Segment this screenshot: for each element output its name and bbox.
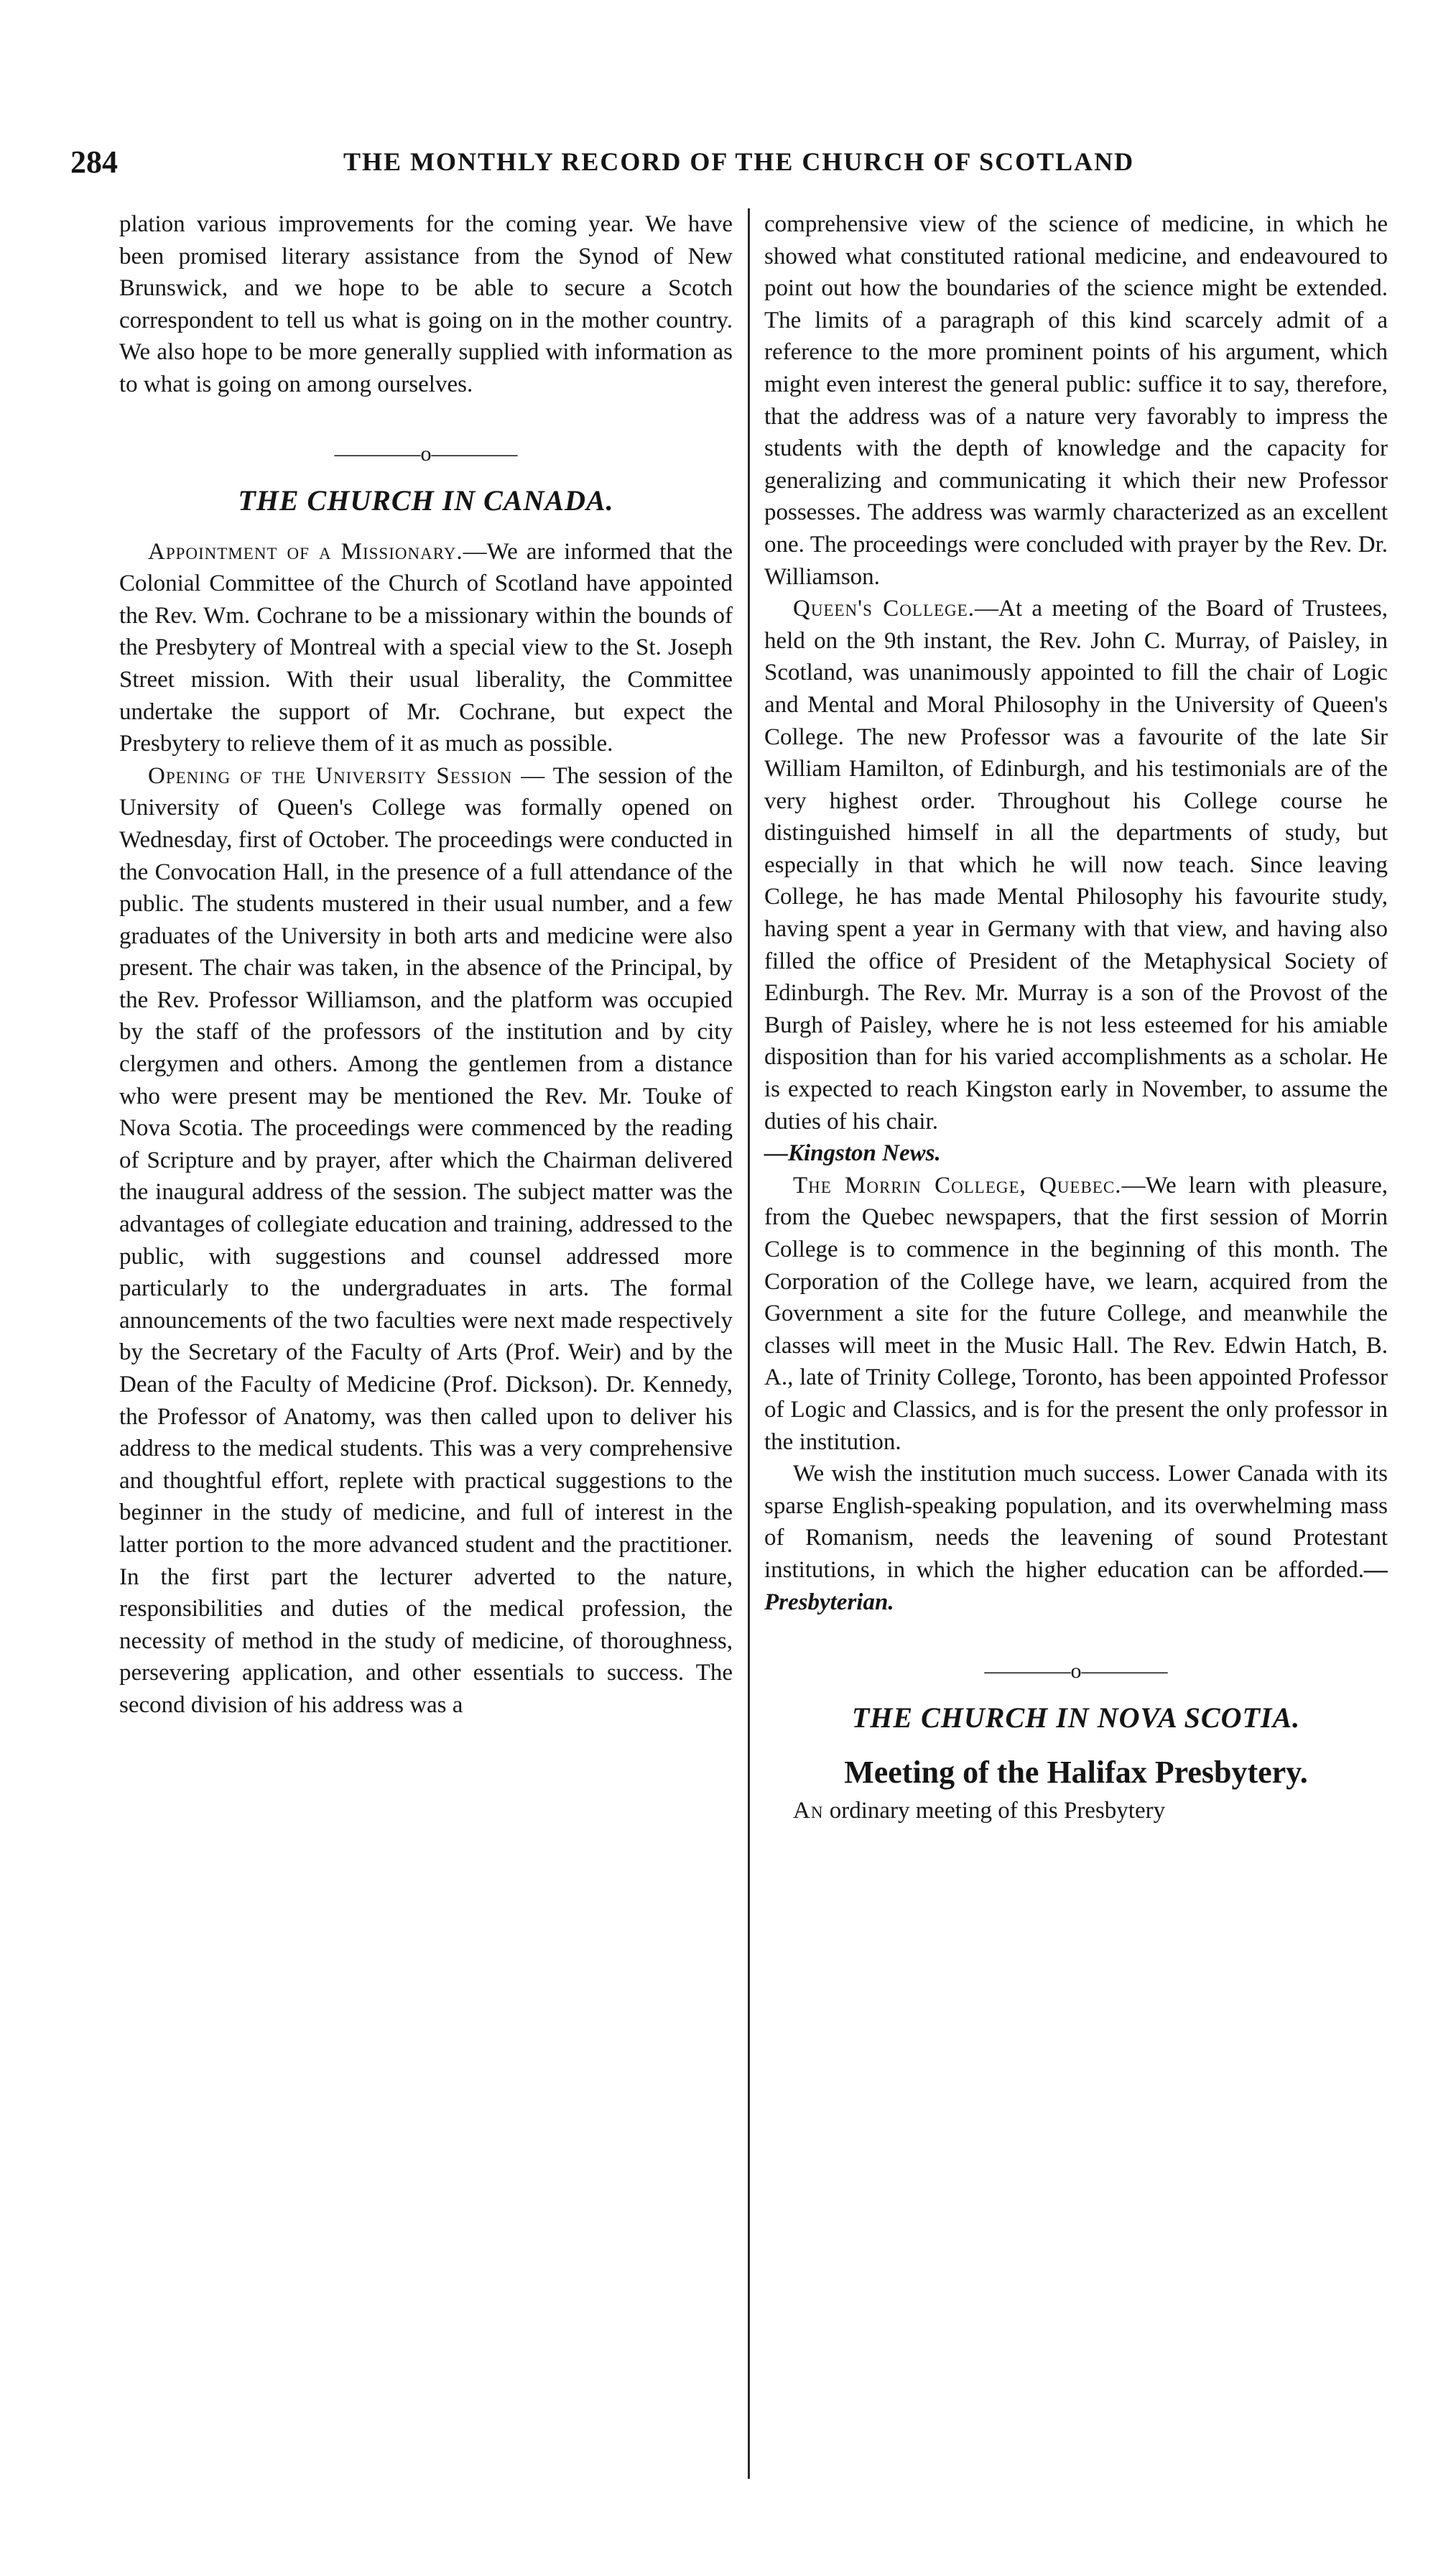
paragraph-queens-college <box>764 593 1388 1137</box>
paragraph-body: —At a meeting of the Board of Trustees, held on the 9th instant, the Rev. John C. Murray, of Paisley, in Scotland, was unanimously appointed to fill the chair of Logic and Mental and Moral Philosophy in the University of Queen's College. The new Professor was a favourite of the late Sir William Hamilton, of Edinburgh, and his testimonials are of the very highest order. Throughout his College course he distinguished himself in all the departments of study, but especially in that which he will now teach. Since leaving College, he has made Mental Philosophy his favourite study, having spent a year in Germany with that view, and having also filled the office of President of the Metaphysical Society of Edinburgh. The Rev. Mr. Murray is a son of the Provost of the Burgh of Paisley, where he is not less esteemed for his amiable disposition than for his varied accomplishments as a scholar. He is expected to reach Kingston early in November, to assume the duties of his chair. <box>764 596 1388 1135</box>
paragraph-lead: An <box>793 1798 824 1824</box>
paragraph-lead: The Morrin College, Quebec. <box>793 1172 1122 1198</box>
source-presbyterian: —Presbyterian. <box>764 1556 1388 1615</box>
paragraph-continued: plation various improvements for the coming year. We have been promised literary assistance from the Synod of New Brunswick, and we hope to be able to secure a Scotch correspondent to tell us what is going on in the mother country. We also hope to be more generally supplied with information as to what is going on among ourselves. <box>119 211 733 397</box>
section-separator: ————o———— <box>334 441 518 466</box>
paragraph-morrin-college <box>764 1170 1388 1458</box>
section-title-canada: THE CHURCH IN CANADA. <box>238 484 614 517</box>
page-number: 284 <box>70 144 118 180</box>
paragraph-body: —We learn with pleasure, from the Quebec newspapers, that the first session of Morrin College is to commence in the beginning of this month. The Corporation of the College have, we learn, acquired from the Government a site for the future College, and meanwhile the classes will meet in the Music Hall. The Rev. Edwin Hatch, B. A., late of Trinity College, Toronto, has been appointed Professor of Logic and Classics, and is for the present the only professor in the institution. <box>764 1172 1388 1455</box>
section-separator: ————o———— <box>984 1659 1168 1683</box>
section-title-nova-scotia: THE CHURCH IN NOVA SCOTIA. <box>851 1701 1301 1734</box>
page-header <box>70 144 1392 187</box>
paragraph-lead: Appointment of a Missionary. <box>148 538 463 565</box>
right-column <box>764 208 1388 1827</box>
paragraph-university-session <box>119 760 733 1722</box>
paragraph-missionary <box>119 536 733 760</box>
running-title: THE MONTHLY RECORD OF THE CHURCH OF SCOTLAND <box>343 147 1135 176</box>
paragraph-continued: comprehensive view of the science of medicine, in which he showed what constituted rational medicine, and endeavoured to point out how the boundaries of the science might be extended. The limits of a paragraph of this kind scarcely admit of a reference to the more prominent points of his argument, which might even interest the general public: suffice it to say, therefore, that the address was of a nature very favorably to impress the students with the depth of knowledge and the capacity for generalizing and communicating it which their new Professor possesses. The address was warmly characterized as an excellent one. The proceedings were concluded with prayer by the Rev. Dr. Williamson. <box>764 211 1388 590</box>
left-column <box>119 208 733 1722</box>
column-rule <box>748 208 750 2479</box>
paragraph-body: We wish the institution much success. Lower Canada with its sparse English-speaking population, and its overwhelming mass of Romanism, needs the leavening of sound Protestant institutions, in which the higher education can be afforded. <box>764 1461 1388 1583</box>
paragraph-lead: Opening of the University Session <box>148 762 513 789</box>
paragraph-body: — The session of the University of Queen's College was formally opened on Wednesday, first of October. The proceedings were conducted in the Convocation Hall, in the presence of a full attendance of the public. The students mustered in their usual number, and a few graduates of the University in both arts and medicine were also present. The chair was taken, in the absence of the Principal, by the Rev. Professor Williamson, and the platform was occupied by the staff of the professors of the institution and by city clergymen and others. Among the gentlemen from a distance who were present may be mentioned the Rev. Mr. Touke of Nova Scotia. The proceedings were commenced by the reading of Scripture and by prayer, after which the Chairman delivered the inaugural address of the session. The subject matter was the advantages of collegiate education and training, addressed to the public, with suggestions and counsel addressed more particularly to the undergraduates in arts. The formal announcements of the two faculties were next made respectively by the Secretary of the Faculty of Arts (Prof. Weir) and by the Dean of the Faculty of Medicine (Prof. Dickson). Dr. Kennedy, the Professor of Anatomy, was then called upon to deliver his address to the medical students. This was a very comprehensive and thoughtful effort, replete with practical suggestions to the beginner in the study of medicine, and full of interest in the latter portion to the more advanced student and the practitioner. In the first part the lecturer adverted to the nature, responsibilities and duties of the medical profession, the necessity of method in the study of medicine, of thoroughness, persevering application, and other essentials to success. The second division of his address was a <box>119 762 733 1718</box>
source-kingston-news: —Kingston News. <box>764 1140 941 1167</box>
paragraph-body: ordinary meeting of this Presbytery <box>823 1798 1166 1824</box>
paragraph-presbytery-meeting <box>764 1795 1388 1827</box>
paragraph-success <box>764 1458 1388 1618</box>
paragraph-lead: Queen's College. <box>793 596 975 622</box>
article-title-halifax-presbytery: Meeting of the Halifax Presbytery. <box>844 1755 1308 1791</box>
paragraph-body: —We are informed that the Colonial Committee of the Church of Scotland have appointed the Rev. Wm. Cochrane to be a missionary within the bounds of the Presbytery of Montreal with a special view to the St. Joseph Street mission. With their usual liberality, the Committee undertake the support of Mr. Cochrane, but expect the Presbytery to relieve them of it as much as possible. <box>119 538 733 757</box>
